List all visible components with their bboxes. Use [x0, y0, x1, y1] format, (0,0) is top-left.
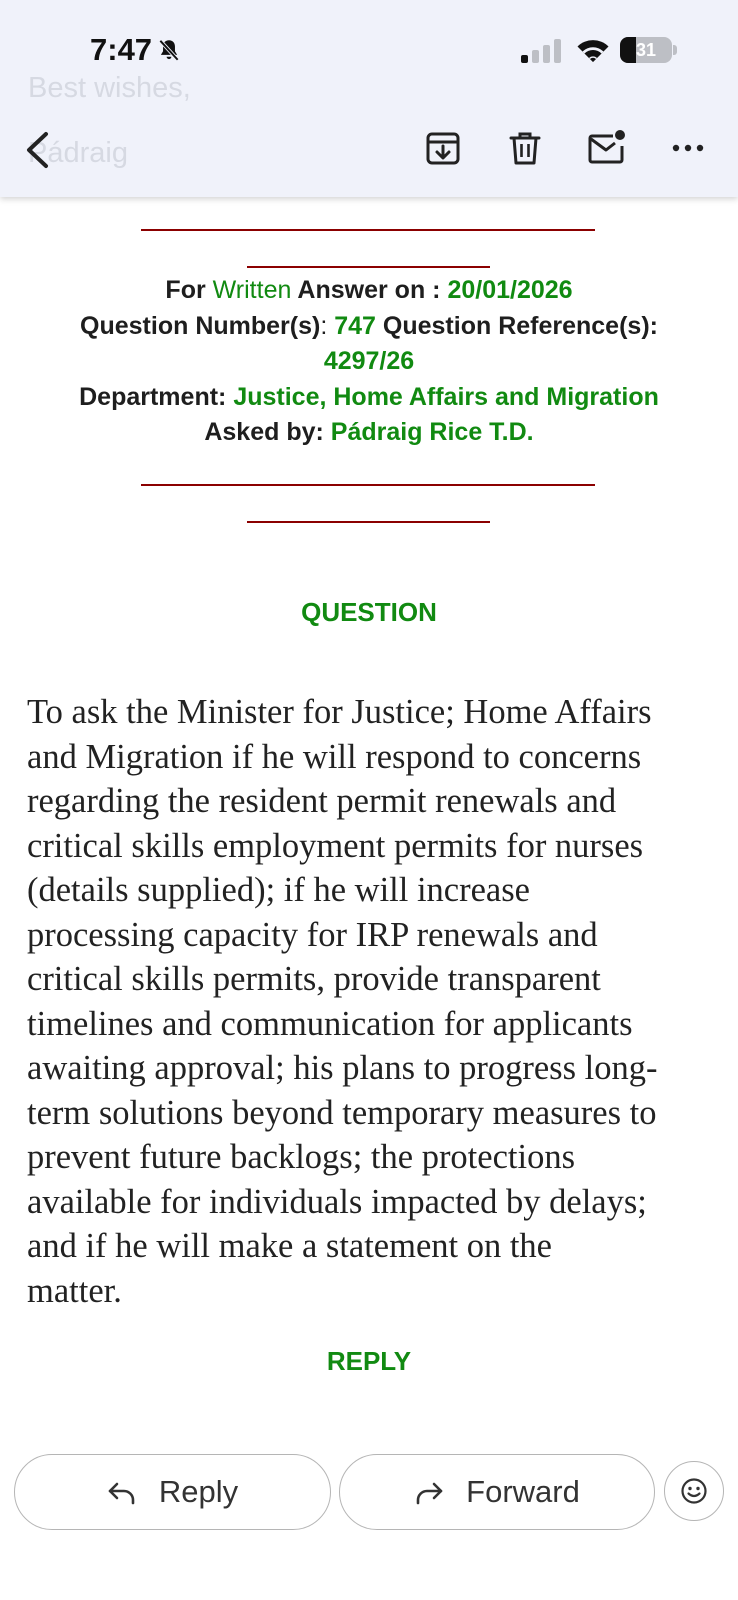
scrolled-signoff-text: Best wishes,	[28, 72, 191, 104]
question-line: matter.	[27, 1271, 122, 1310]
trash-icon[interactable]	[505, 128, 545, 168]
wifi-icon	[575, 36, 611, 64]
asked-by-line: Asked by: Pádraig Rice T.D.	[204, 418, 534, 446]
question-line: To ask the Minister for Justice; Home Affairs	[27, 693, 652, 731]
back-icon[interactable]	[22, 130, 52, 170]
question-line: prevent future backlogs; the protections	[27, 1138, 575, 1176]
forward-button-label: Forward	[466, 1474, 580, 1509]
battery-indicator	[620, 37, 672, 63]
department-line: Department: Justice, Home Affairs and Migration	[79, 382, 659, 411]
question-metadata	[20, 273, 718, 451]
silent-bell-icon	[156, 37, 182, 63]
department-name: Justice, Home Affairs and Migration	[233, 382, 659, 411]
question-line: regarding the resident permit renewals and	[27, 782, 617, 820]
question-line: critical skills employment permits for nurses	[27, 826, 644, 865]
forward-arrow-icon	[414, 1479, 444, 1505]
question-line: critical skills permits, provide transparent	[27, 960, 601, 998]
email-header	[0, 0, 738, 197]
mark-unread-icon[interactable]	[586, 128, 626, 168]
divider-rule	[247, 521, 490, 523]
question-line: and if he will make a statement on the	[27, 1227, 552, 1265]
more-options-icon[interactable]	[668, 128, 708, 168]
asked-by-name: Pádraig Rice T.D.	[330, 418, 534, 446]
divider-rule	[141, 229, 595, 231]
cellular-signal-icon	[521, 39, 563, 63]
question-line: processing capacity for IRP renewals and	[27, 915, 598, 954]
scrolled-signature-text: Pádraig	[28, 137, 128, 169]
reply-button[interactable]	[14, 1454, 331, 1530]
question-reference-line	[20, 344, 718, 380]
forward-button[interactable]	[339, 1454, 655, 1530]
answer-type: Written	[212, 276, 292, 304]
answer-date-line: For Written Answer on : 20/01/2026	[165, 276, 573, 304]
question-number-line: Question Number(s): 747 Question Reference(s):	[80, 311, 658, 340]
question-line: term solutions beyond temporary measures to	[27, 1093, 657, 1132]
smiley-icon	[680, 1477, 708, 1505]
answer-date: 20/01/2026	[447, 276, 573, 304]
battery-cap	[673, 45, 677, 55]
question-line: awaiting approval; his plans to progress long-	[27, 1049, 658, 1087]
battery-level-text: 31	[635, 40, 657, 60]
clock-text: 7:47	[90, 32, 153, 67]
status-time	[90, 32, 182, 68]
question-line: available for individuals impacted by delays;	[27, 1182, 647, 1221]
question-line: (details supplied); if he will increase	[27, 871, 530, 909]
archive-icon[interactable]	[423, 128, 463, 168]
question-line: and Migration if he will respond to concerns	[27, 737, 642, 776]
question-line: timelines and communication for applicants	[27, 1004, 633, 1043]
divider-rule	[141, 484, 595, 486]
question-heading: QUESTION	[301, 597, 437, 627]
question-reference: 4297/26	[323, 347, 415, 375]
reply-heading: REPLY	[326, 1346, 412, 1376]
emoji-reaction-button[interactable]	[664, 1461, 724, 1521]
reply-button-label: Reply	[158, 1474, 239, 1509]
question-text	[27, 690, 717, 1313]
reply-arrow-icon	[107, 1479, 137, 1505]
divider-rule	[247, 266, 490, 268]
question-number: 747	[334, 311, 376, 340]
